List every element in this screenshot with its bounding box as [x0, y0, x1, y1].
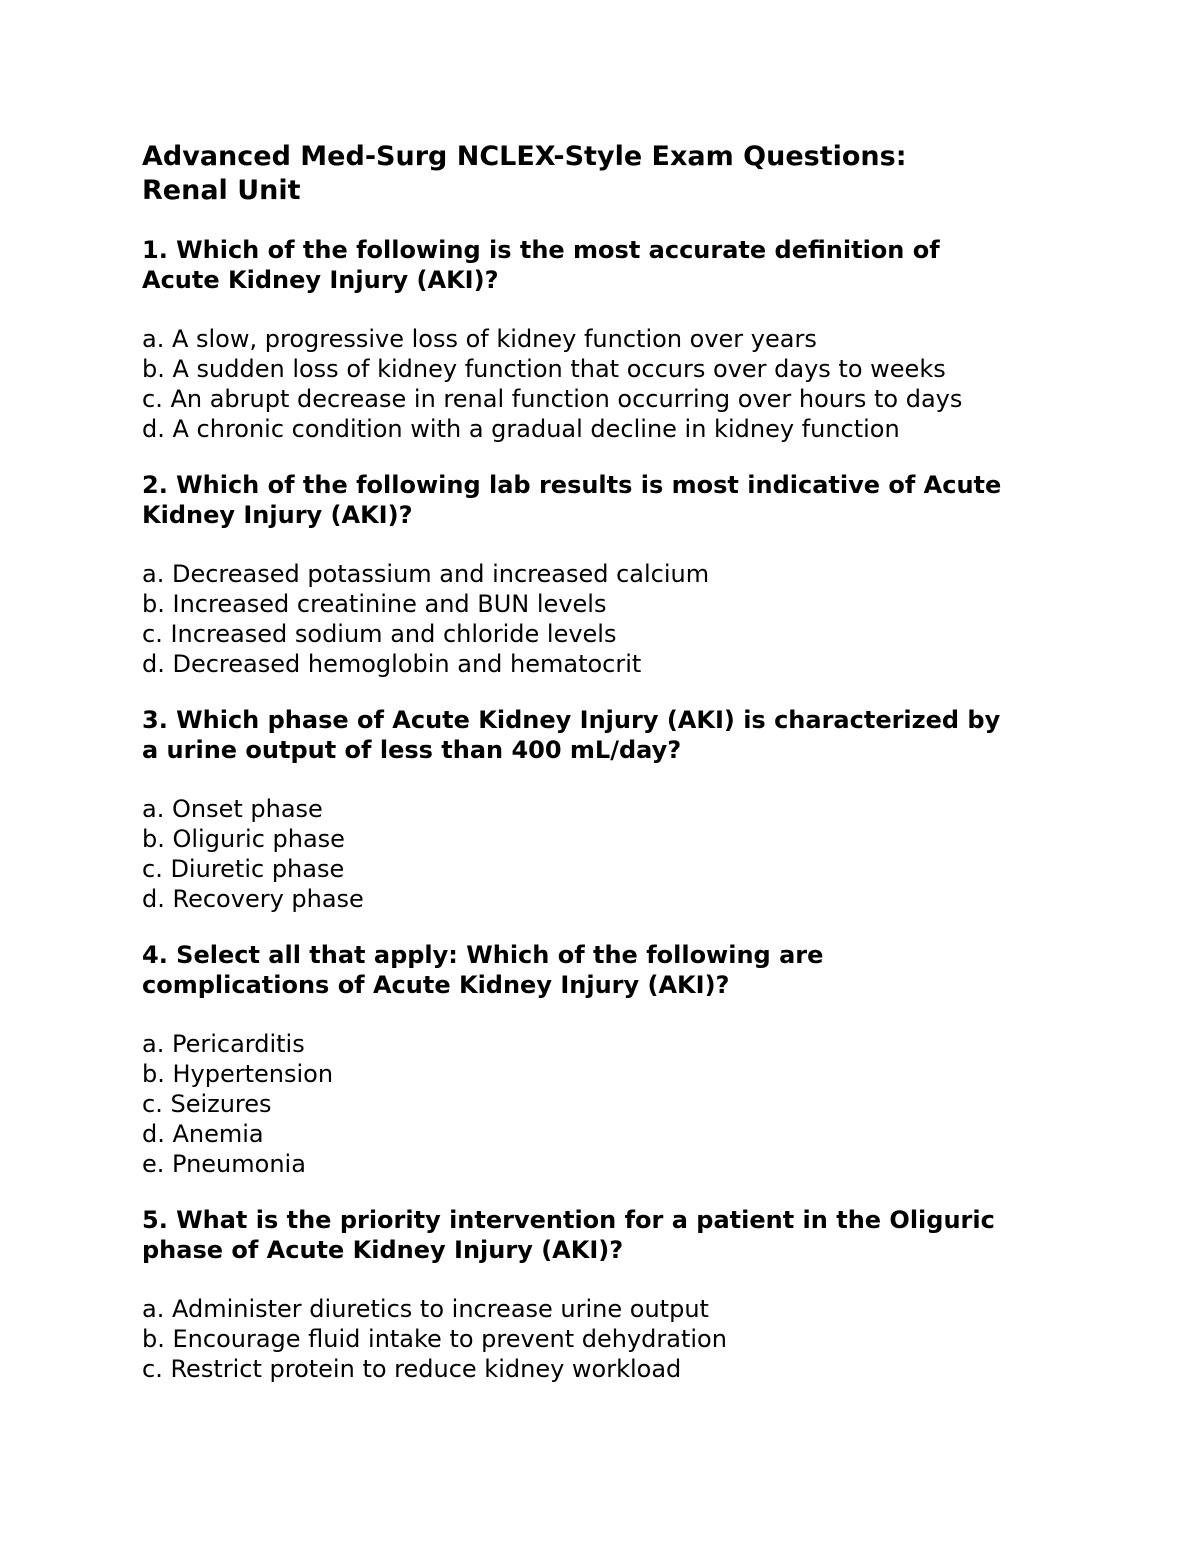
answer-option-c: c. Seizures	[142, 1090, 272, 1118]
question-text-line: 2. Which of the following lab results is most indicative of Acute	[142, 471, 1002, 499]
answer-option-a: a. A slow, progressive loss of kidney function over years	[142, 325, 817, 353]
question-5	[142, 1205, 1072, 1384]
question-text	[142, 470, 1072, 530]
question-2	[142, 470, 1072, 679]
question-4	[142, 940, 1072, 1179]
answer-option-a: a. Pericarditis	[142, 1030, 305, 1058]
answer-option-d: d. Decreased hemoglobin and hematocrit	[142, 650, 642, 678]
answer-option-c: c. An abrupt decrease in renal function occurring over hours to days	[142, 385, 963, 413]
answer-option-a: a. Administer diuretics to increase urine output	[142, 1295, 709, 1323]
question-text-line: complications of Acute Kidney Injury (AKI)?	[142, 971, 730, 999]
question-text	[142, 705, 1072, 765]
question-text	[142, 1205, 1072, 1265]
question-text	[142, 235, 1072, 295]
answer-option-b: b. A sudden loss of kidney function that occurs over days to weeks	[142, 355, 946, 383]
answer-option-c: c. Diuretic phase	[142, 855, 345, 883]
answer-option-d: d. A chronic condition with a gradual decline in kidney function	[142, 415, 900, 443]
answer-option-c: c. Restrict protein to reduce kidney workload	[142, 1355, 682, 1383]
question-text-line: phase of Acute Kidney Injury (AKI)?	[142, 1236, 624, 1264]
question-3	[142, 705, 1072, 914]
question-text-line: Kidney Injury (AKI)?	[142, 501, 413, 529]
answer-option-b: b. Increased creatinine and BUN levels	[142, 590, 607, 618]
question-text-line: 1. Which of the following is the most accurate definition of	[142, 236, 940, 264]
answer-option-a: a. Decreased potassium and increased calcium	[142, 560, 710, 588]
question-text-line: Acute Kidney Injury (AKI)?	[142, 266, 499, 294]
answer-option-e: e. Pneumonia	[142, 1150, 306, 1178]
question-text-line: a urine output of less than 400 mL/day?	[142, 736, 682, 764]
answer-option-b: b. Hypertension	[142, 1060, 334, 1088]
question-text-line: 3. Which phase of Acute Kidney Injury (AKI) is characterized by	[142, 706, 1001, 734]
document-title-line-2: Renal Unit	[142, 175, 301, 206]
question-text	[142, 940, 1072, 1000]
answer-option-d: d. Recovery phase	[142, 885, 364, 913]
question-text-line: 5. What is the priority intervention for a patient in the Oliguric	[142, 1206, 995, 1234]
document-title-line-1: Advanced Med-Surg NCLEX-Style Exam Questions:	[142, 141, 907, 172]
document-title	[142, 140, 1072, 208]
question-text-line: 4. Select all that apply: Which of the following are	[142, 941, 824, 969]
answer-option-b: b. Oliguric phase	[142, 825, 345, 853]
answer-option-d: d. Anemia	[142, 1120, 264, 1148]
question-1	[142, 235, 1072, 444]
answer-option-b: b. Encourage fluid intake to prevent dehydration	[142, 1325, 727, 1353]
answer-option-a: a. Onset phase	[142, 795, 323, 823]
document-page	[142, 140, 1072, 1410]
answer-option-c: c. Increased sodium and chloride levels	[142, 620, 617, 648]
